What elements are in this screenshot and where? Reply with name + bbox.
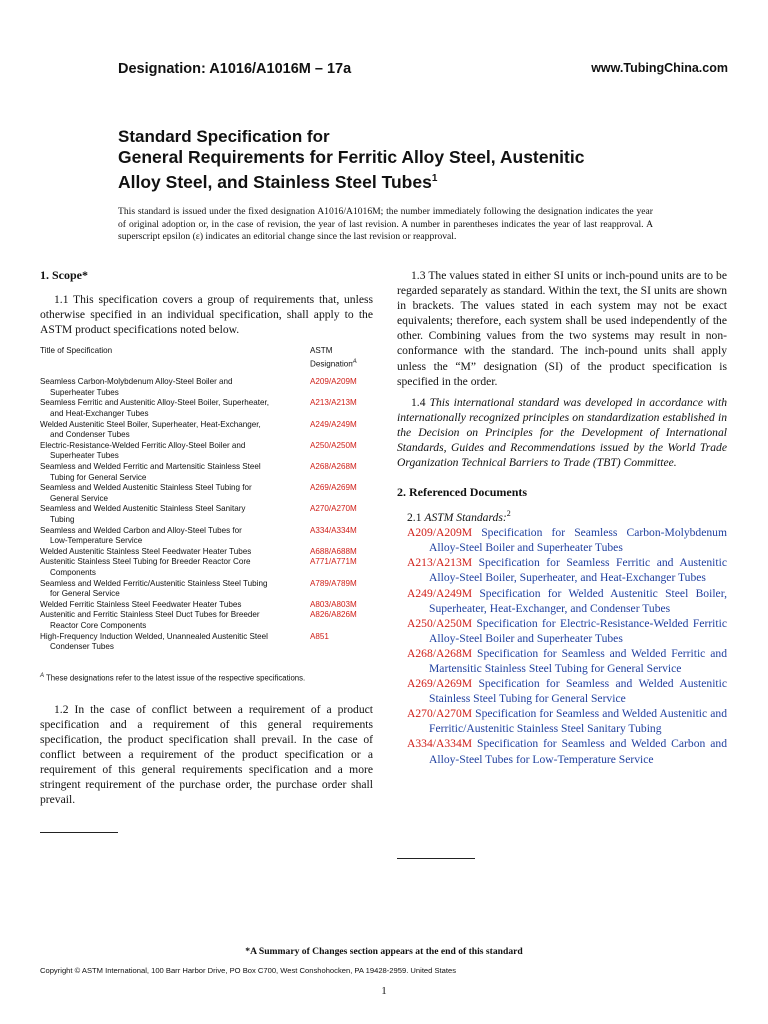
spec-designation-link[interactable]: A213/A213M: [310, 398, 357, 408]
spec-designation-link[interactable]: A826/A826M: [310, 610, 357, 620]
reference-title-link[interactable]: Specification for Seamless and Welded Carbon and Alloy-Steel Tubes for Low-Temperature Service: [429, 737, 727, 766]
summary-note: *A Summary of Changes section appears at the end of this standard: [245, 946, 523, 957]
spec-title-line1: Austenitic Stainless Steel Tubing for Breeder Reactor Core: [40, 557, 251, 567]
reference-title-link[interactable]: Specification for Seamless and Welded Austenitic and Ferritic/Austenitic Stainless Steel Sanitary Tubing: [429, 707, 727, 736]
reference-code-link[interactable]: A268/A268M: [407, 646, 473, 660]
spec-title-cell: [40, 462, 310, 483]
paragraph-1-1: 1.1 This specification covers a group of requirements that, unless otherwise specified in an individual specification, shall apply to the ASTM product specifications noted below.: [40, 293, 373, 337]
scope-heading: 1. Scope*: [40, 268, 88, 282]
spec-title-line2: and Condenser Tubes: [50, 430, 130, 440]
spec-title-line2: General Service: [50, 493, 109, 503]
spec-title-cell: [40, 441, 310, 462]
reference-item: [407, 676, 727, 706]
right-column: [397, 268, 727, 767]
scope-table-row: [40, 483, 373, 504]
spec-title-line1: Seamless and Welded Ferritic/Austenitic Stainless Steel Tubing: [40, 578, 268, 588]
spec-title-line1: Seamless Ferritic and Austenitic Alloy-Steel Boiler, Superheater,: [40, 398, 269, 408]
site-link[interactable]: www.TubingChina.com: [591, 61, 728, 75]
spec-title-cell: [40, 547, 310, 558]
spec-title-line1: Seamless and Welded Ferritic and Martensitic Stainless Steel: [40, 462, 261, 472]
reference-title-link[interactable]: Specification for Seamless and Welded Ferritic and Martensitic Stainless Steel Tubing for General Service: [429, 646, 727, 676]
spec-title-cell: [40, 526, 310, 547]
spec-designation-link[interactable]: A250/A250M: [310, 440, 357, 450]
issuance-note: This standard is issued under the fixed designation A1016/A1016M; the number immediately following the designation indicates the year of original adoption or, in the case of revision, the year of last revision. A number in parentheses indicates the year of last reapproval. A superscript epsilon (ε) indicates an editorial change since the last revision or reapproval.: [118, 206, 653, 243]
spec-title-cell: [40, 632, 310, 653]
reference-title-link[interactable]: Specification for Seamless and Welded Austenitic Stainless Steel Tubing for General Service: [429, 677, 727, 706]
scope-table-row: [40, 526, 373, 547]
paragraph-1-3: 1.3 The values stated in either SI units or inch-pound units are to be regarded separately as standard. Within the text, the SI units are shown in brackets. The values stated in each system may not be exact equivalents; therefore, each system shall be used independently of the other. Combining values from the two systems may result in non-conformance with the standard. The inch-pound units shall apply unless the “M” designation (SI) of the product specification is specified in the order.: [397, 269, 727, 388]
title-footnote-mark[interactable]: 1: [431, 173, 438, 184]
reference-code-link[interactable]: A213/A213M: [407, 556, 473, 570]
spec-title-line1: Seamless and Welded Austenitic Stainless Steel Sanitary: [40, 504, 246, 514]
spec-title-line2: Low-Temperature Service: [50, 536, 143, 546]
scope-table-row: [40, 632, 373, 653]
spec-designation-link[interactable]: A334/A334M: [310, 525, 357, 535]
spec-title-line1: Seamless and Welded Austenitic Stainless Steel Tubing for: [40, 483, 252, 493]
spec-title-line1: Welded Austenitic Stainless Steel Feedwater Heater Tubes: [40, 546, 252, 556]
reference-code-link[interactable]: A249/A249M: [407, 586, 473, 600]
col-designation-line2: Designation: [310, 359, 353, 369]
spec-title-line1: Welded Austenitic Steel Boiler, Superheater, Heat-Exchanger,: [40, 419, 261, 429]
spec-designation-link[interactable]: A789/A789M: [310, 578, 357, 588]
scope-table: [40, 346, 373, 684]
spec-title-line1: Seamless Carbon-Molybdenum Alloy-Steel Boiler and: [40, 377, 233, 387]
col-designation-line1: ASTM: [310, 346, 333, 356]
left-column: [40, 268, 373, 808]
scope-table-row: [40, 547, 373, 558]
page-number: 1: [381, 985, 387, 997]
spec-title-line2: Tubing: [50, 515, 75, 524]
subheading-footnote-mark[interactable]: 2: [506, 509, 511, 519]
spec-title-line2: Superheater Tubes: [50, 387, 119, 397]
title-line-2a: General Requirements for Ferritic Alloy Steel, Austenitic: [118, 147, 585, 167]
spec-title-line1: High-Frequency Induction Welded, Unannealed Austenitic Steel: [40, 631, 268, 641]
scope-table-row: [40, 441, 373, 462]
spec-title-cell: [40, 398, 310, 419]
reference-title-link[interactable]: Specification for Electric-Resistance-Welded Ferritic Alloy-Steel Boiler and Superheater Tubes: [429, 616, 727, 645]
scope-table-header: [40, 346, 373, 368]
spec-designation-link[interactable]: A249/A249M: [310, 419, 357, 429]
spec-title-line2: Reactor Core Components: [50, 620, 147, 630]
spec-title-line1: Austenitic and Ferritic Stainless Steel Duct Tubes for Breeder: [40, 610, 260, 620]
paragraph-1-2: 1.2 In the case of conflict between a requirement of a product specification and a requirement of this general requirements specification, the product specification shall prevail. In the case of conflict between a requirement of the product specification or a requirement of this general requirements specification and a more stringent requirement of the purchase order, the purchase order shall prevail.: [40, 702, 373, 807]
title-line-2: [118, 147, 738, 193]
table-footnote-mark: A: [40, 672, 45, 679]
astm-standards-subheading: [407, 506, 727, 525]
scope-table-row: [40, 557, 373, 578]
paragraph-1-4: [397, 395, 727, 470]
scope-table-row: [40, 504, 373, 525]
copyright-line: Copyright © ASTM International, 100 Barr Harbor Drive, PO Box C700, West Conshohocken, PA 19428-2959. United States: [40, 966, 457, 975]
reference-item: [407, 706, 727, 736]
scope-table-body: [40, 377, 373, 652]
document-title: [118, 126, 738, 193]
reference-code-link[interactable]: A269/A269M: [407, 677, 473, 691]
spec-designation-link[interactable]: A851: [310, 631, 329, 641]
footnote-divider-right: [397, 858, 475, 859]
spec-title-cell: [40, 377, 310, 398]
spec-title-line2: Components: [50, 567, 96, 577]
col-designation-header: [310, 346, 373, 368]
reference-list: [397, 525, 727, 767]
spec-designation-link[interactable]: A209/A209M: [310, 377, 357, 387]
spec-title-cell: [40, 557, 310, 578]
paragraph-1-4-text: This international standard was developed in accordance with internationally recognized principles on standardization established in the Decision on Principles for the Development of International Standards, Guides and Recommendations issued by the World Trade Organization Technical Barriers to Trade (TBT) Committee.: [397, 395, 727, 470]
reference-item: [407, 646, 727, 676]
spec-title-line2: Condenser Tubes: [50, 642, 114, 652]
referenced-documents-heading: 2. Referenced Documents: [397, 485, 528, 500]
footnote-divider-left: [40, 832, 118, 833]
title-line-2b: Alloy Steel, and Stainless Steel Tubes: [118, 171, 432, 192]
scope-table-row: [40, 610, 373, 631]
spec-designation-link[interactable]: A268/A268M: [310, 462, 357, 472]
reference-item: [407, 736, 727, 766]
spec-title-line2: for General Service: [50, 589, 120, 599]
reference-code-link[interactable]: A334/A334M: [407, 737, 473, 751]
reference-code-link[interactable]: A270/A270M: [407, 707, 473, 721]
spec-title-cell: [40, 610, 310, 631]
subheading-label: ASTM Standards:: [424, 511, 507, 525]
col-designation-mark: A: [352, 358, 357, 365]
spec-designation-link[interactable]: A270/A270M: [310, 504, 357, 514]
spec-title-line1: Electric-Resistance-Welded Ferritic Alloy-Steel Boiler and: [40, 440, 246, 450]
reference-item: [407, 525, 727, 555]
scope-table-row: [40, 420, 373, 441]
table-footnote: [40, 671, 373, 684]
spec-title-line2: Superheater Tubes: [50, 451, 119, 461]
reference-item: [407, 555, 727, 585]
spec-designation-link[interactable]: A771/A771M: [310, 557, 357, 567]
reference-code-link[interactable]: A209/A209M: [407, 526, 473, 540]
scope-table-row: [40, 377, 373, 398]
spec-title-cell: [40, 483, 310, 504]
reference-title-link[interactable]: Specification for Seamless Ferritic and Austenitic Alloy-Steel Boiler, Superheater, and Heat-Exchanger Tubes: [429, 556, 727, 585]
reference-title-link[interactable]: Specification for Welded Austenitic Steel Boiler, Superheater, Heat-Exchanger, and Condenser Tubes: [429, 586, 727, 615]
spec-designation-link[interactable]: A688/A688M: [310, 546, 357, 556]
spec-designation-link[interactable]: A269/A269M: [310, 483, 357, 493]
spec-title-cell: [40, 600, 310, 611]
reference-item: [407, 586, 727, 616]
spec-title-line1: Seamless and Welded Carbon and Alloy-Steel Tubes for: [40, 525, 242, 535]
designation-header: Designation: A1016/A1016M – 17a: [118, 61, 352, 77]
spec-designation-link[interactable]: A803/A803M: [310, 599, 357, 609]
scope-table-row: [40, 579, 373, 600]
reference-title-link[interactable]: Specification for Seamless Carbon-Molybdenum Alloy-Steel Boiler and Superheater Tubes: [429, 526, 727, 555]
scope-table-row: [40, 462, 373, 483]
col-title-header: Title of Specification: [40, 346, 113, 356]
spec-title-line1: Welded Ferritic Stainless Steel Feedwater Heater Tubes: [40, 599, 242, 609]
table-footnote-text: These designations refer to the latest issue of the respective specifications.: [44, 673, 306, 683]
paragraph-1-4-number: 1.4: [411, 395, 430, 409]
scope-table-row: [40, 398, 373, 419]
spec-title-line2: and Heat-Exchanger Tubes: [50, 409, 149, 419]
scope-table-row: [40, 600, 373, 611]
reference-item: [407, 616, 727, 646]
reference-code-link[interactable]: A250/A250M: [407, 616, 473, 630]
spec-title-cell: [40, 420, 310, 441]
subheading-number: 2.1: [407, 511, 425, 525]
spec-title-cell: [40, 579, 310, 600]
spec-title-cell: [40, 504, 310, 525]
title-line-1: Standard Specification for: [118, 127, 330, 146]
spec-title-line2: Tubing for General Service: [50, 472, 147, 482]
